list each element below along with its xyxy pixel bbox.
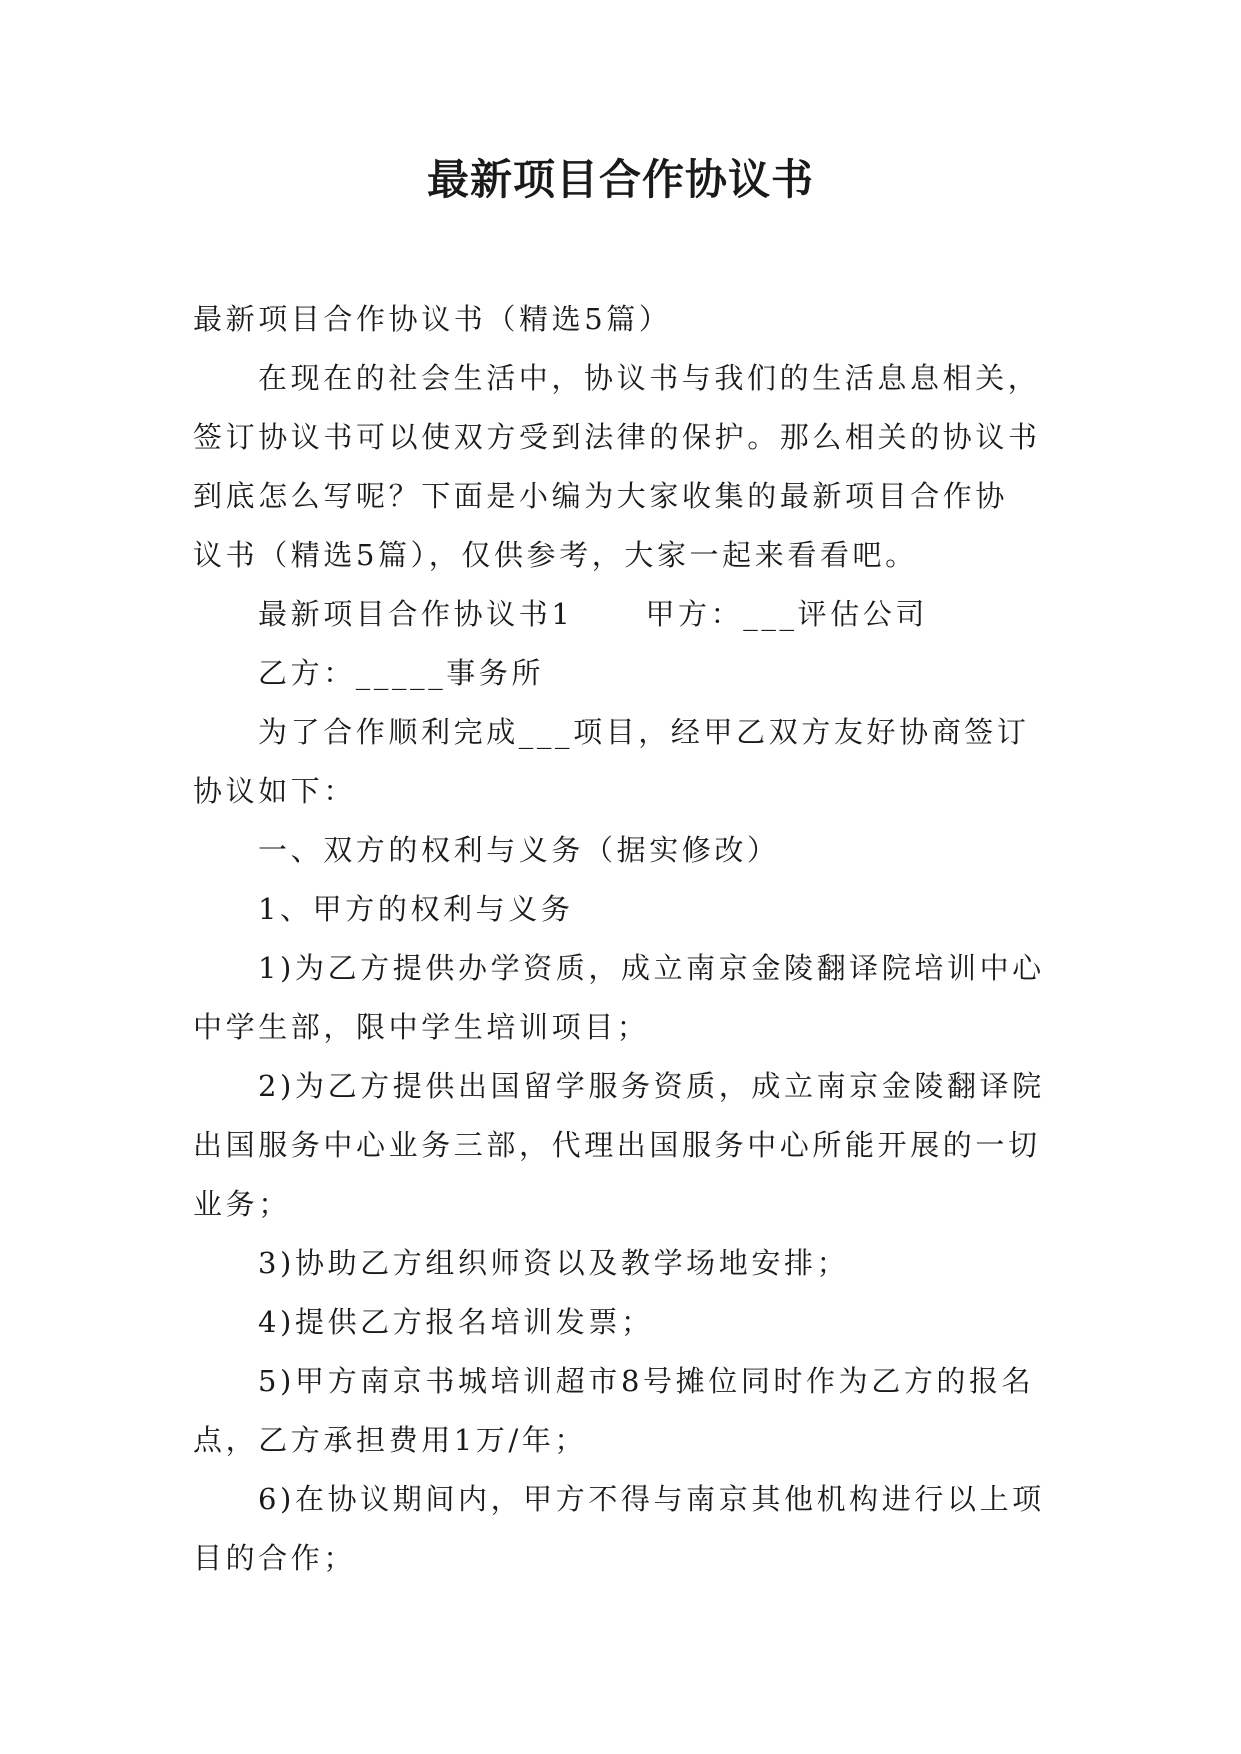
agreement-heading: 最新项目合作协议书1 — [258, 597, 574, 631]
party-b: 乙方：_____事务所 — [258, 656, 545, 690]
subtitle-line: 最新项目合作协议书（精选5篇） — [193, 302, 672, 336]
clause-line: 6)在协议期间内，甲方不得与南京其他机构进行以上项 — [258, 1482, 1045, 1516]
clause-line: 为了合作顺利完成___项目，经甲乙双方友好协商签订 — [258, 715, 1030, 749]
clause-line: 协议如下： — [193, 774, 357, 808]
document-body — [193, 290, 1063, 1588]
clause-line: 出国服务中心业务三部，代理出国服务中心所能开展的一切 — [193, 1128, 1041, 1162]
intro-line: 议书（精选5篇），仅供参考，大家一起来看看吧。 — [193, 538, 918, 572]
clause-line: 4)提供乙方报名培训发票； — [258, 1305, 654, 1339]
document-title: 最新项目合作协议书 — [426, 155, 814, 204]
intro-line: 在现在的社会生活中，协议书与我们的生活息息相关， — [258, 361, 1041, 395]
subsection-heading: 1、甲方的权利与义务 — [258, 892, 574, 926]
clause-line: 点，乙方承担费用1万/年； — [193, 1423, 588, 1457]
clause-line: 3)协助乙方组织师资以及教学场地安排； — [258, 1246, 850, 1280]
clause-line: 业务； — [193, 1187, 291, 1221]
clause-line: 5)甲方南京书城培训超市8号摊位同时作为乙方的报名 — [258, 1364, 1035, 1398]
intro-line: 签订协议书可以使双方受到法律的保护。那么相关的协议书 — [193, 420, 1041, 454]
agreement-heading-line — [193, 585, 1063, 644]
section-heading: 一、双方的权利与义务（据实修改） — [258, 833, 780, 867]
clause-line: 1)为乙方提供办学资质，成立南京金陵翻译院培训中心 — [258, 951, 1045, 985]
clause-line: 中学生部，限中学生培训项目； — [193, 1010, 650, 1044]
party-a: 甲方：___评估公司 — [645, 597, 928, 631]
clause-line: 目的合作； — [193, 1541, 357, 1575]
intro-line: 到底怎么写呢？下面是小编为大家收集的最新项目合作协 — [193, 479, 1009, 513]
clause-line: 2)为乙方提供出国留学服务资质，成立南京金陵翻译院 — [258, 1069, 1045, 1103]
